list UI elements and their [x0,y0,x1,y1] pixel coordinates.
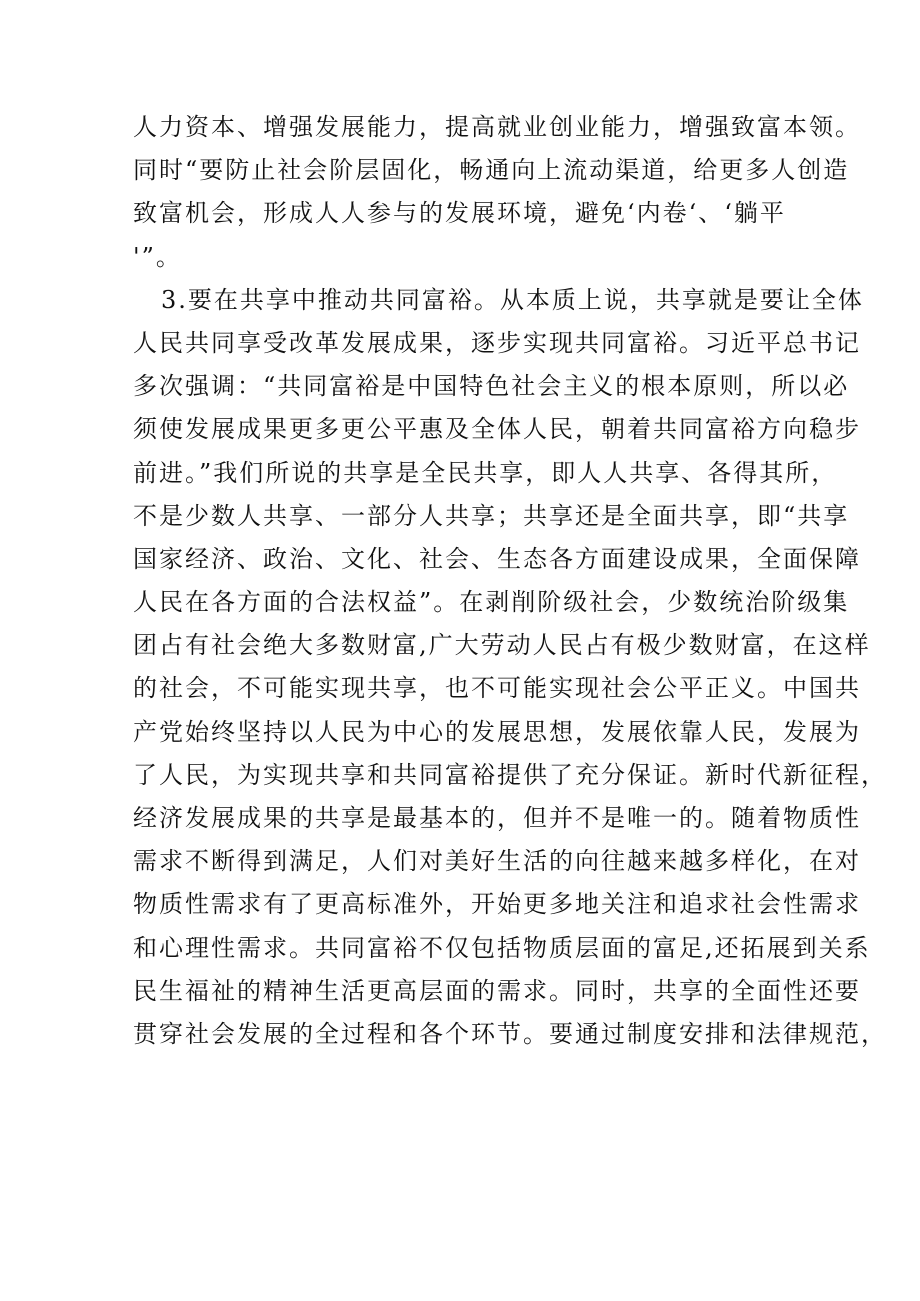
text-line: 经济发展成果的共享是最基本的，但并不是唯一的。随着物质性 [133,804,861,832]
text-line: 物质性需求有了更高标准外，开始更多地关注和追求社会性需求 [133,890,861,919]
text-line: 人民在各方面的合法权益”。在剥削阶级社会，少数统治阶级集 [133,588,850,617]
section-heading-line: 3.要在共享中推动共同富裕。从本质上说，共享就是要让全体 [161,285,864,314]
text-line: '”。 [133,242,182,271]
text-line: 不是少数人共享、一部分人共享；共享还是全面共享，即“共享 [133,501,850,530]
text-line: 须使发展成果更多更公平惠及全体人民，朝着共同富裕方向稳步 [133,415,861,444]
text-line: 致富机会，形成人人参与的发展环境，避免‘内卷‘、‘躺平 [133,199,786,228]
body-text [133,106,887,1056]
text-line: 国家经济、政治、文化、社会、生态各方面建设成果，全面保障 [133,544,861,573]
text-line: 人力资本、增强发展能力，提高就业创业能力，增强致富本领。 [133,113,861,141]
text-line: 产党始终坚持以人民为中心的发展思想，发展依靠人民，发展为 [133,717,861,746]
text-line: 了人民，为实现共享和共同富裕提供了充分保证。新时代新征程， [133,760,887,789]
text-line: 前进。”我们所说的共享是全民共享，即人人共享、各得其所， [133,458,838,487]
text-line: 贯穿社会发展的全过程和各个环节。要通过制度安排和法律规范， [133,1019,887,1048]
text-line: 同时“要防止社会阶层固化，畅通向上流动渠道，给更多人创造 [133,156,850,185]
text-line: 民生福祉的精神生活更高层面的需求。同时，共享的全面性还要 [133,976,861,1005]
text-line: 和心理性需求。共同富裕不仅包括物质层面的富足,还拓展到关系 [133,933,871,962]
text-line: 人民共同享受改革发展成果，逐步实现共同富裕。习近平总书记 [133,328,861,357]
text-line: 多次强调：“共同富裕是中国特色社会主义的根本原则，所以必 [133,372,850,401]
text-line: 需求不断得到满足，人们对美好生活的向往越来越多样化，在对 [133,847,861,876]
text-line: 的社会，不可能实现共享，也不可能实现社会公平正义。中国共 [133,674,861,703]
text-line: 团占有社会绝大多数财富,广大劳动人民占有极少数财富，在这样 [133,631,871,660]
